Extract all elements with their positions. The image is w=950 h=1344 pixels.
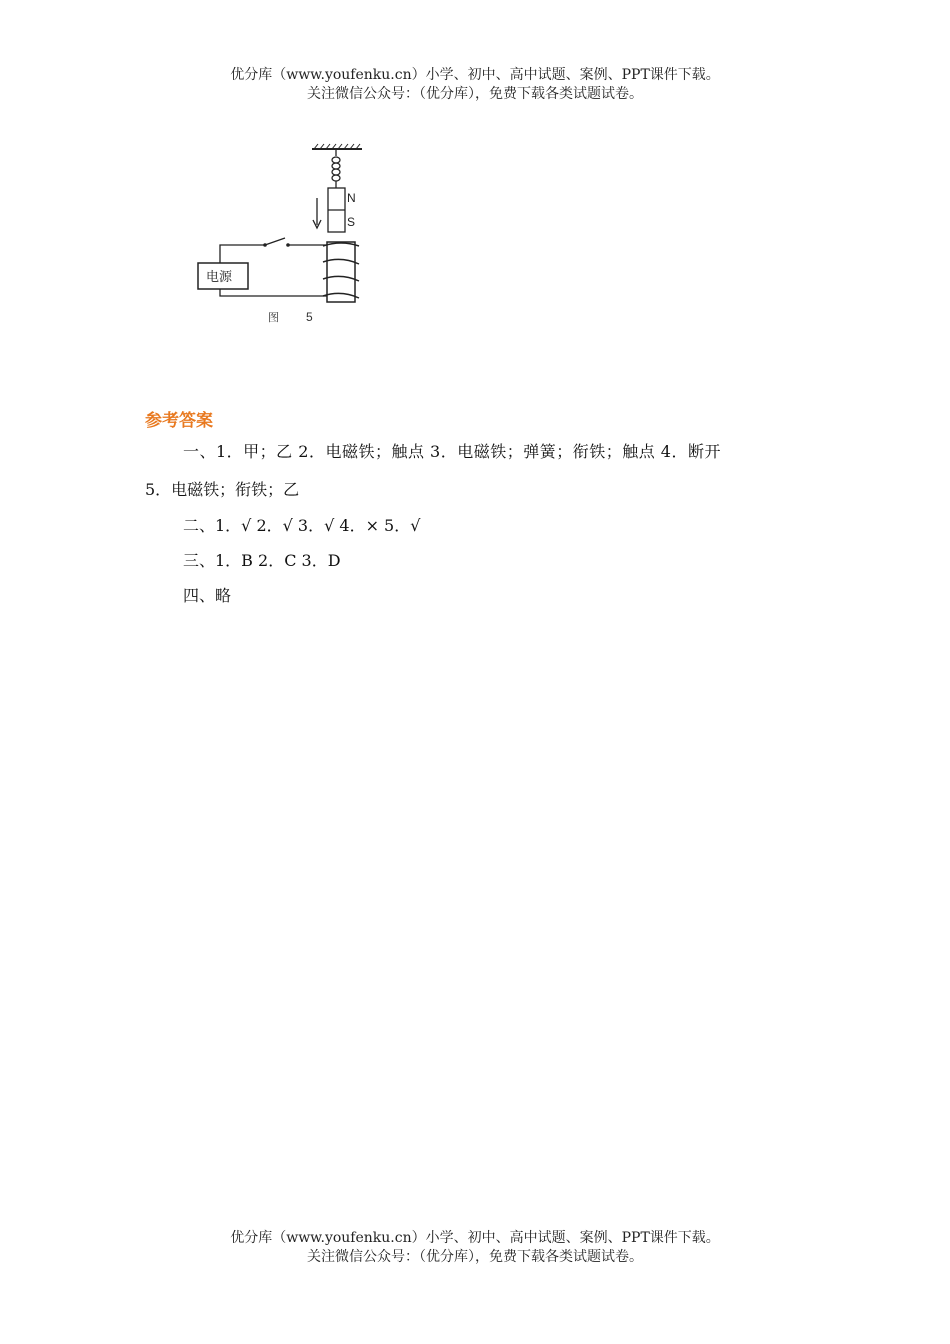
- footer-line-2: 关注微信公众号：（优分库），免费下载各类试题试卷。: [307, 1249, 643, 1265]
- electromagnet-circuit-figure: [190, 140, 380, 330]
- answer-section-1-line-2: 5．电磁铁；衔铁；乙: [145, 480, 300, 499]
- page-footer: [0, 1229, 950, 1267]
- header-line-1: 优分库（www.youfenku.cn）小学、初中、高中试题、案例、PPT课件下载。: [230, 67, 720, 83]
- figure-caption-number: 5: [306, 310, 313, 324]
- answer-section-2: 二、1．√ 2．√ 3．√ 4．× 5．√: [183, 516, 421, 535]
- answer-section-title: 参考答案: [145, 411, 213, 431]
- down-arrow-icon: [313, 198, 321, 228]
- footer-line-1: 优分库（www.youfenku.cn）小学、初中、高中试题、案例、PPT课件下载。: [230, 1230, 720, 1246]
- switch-icon: [263, 238, 290, 247]
- south-pole-label: S: [347, 215, 356, 229]
- page-header: [0, 66, 950, 104]
- answer-section-3: 三、1．B 2．C 3．D: [183, 551, 341, 570]
- spring: [332, 149, 340, 188]
- answer-section-1-line-1: 一、1．甲；乙 2．电磁铁；触点 3．电磁铁；弹簧；衔铁；触点 4．断开: [183, 442, 721, 461]
- north-pole-label: N: [347, 191, 356, 205]
- header-line-2: 关注微信公众号：（优分库），免费下载各类试题试卷。: [307, 86, 643, 102]
- power-source-label: 电源: [206, 270, 233, 285]
- figure-caption-char: 图: [268, 311, 279, 324]
- answer-section-4: 四、略: [183, 586, 232, 605]
